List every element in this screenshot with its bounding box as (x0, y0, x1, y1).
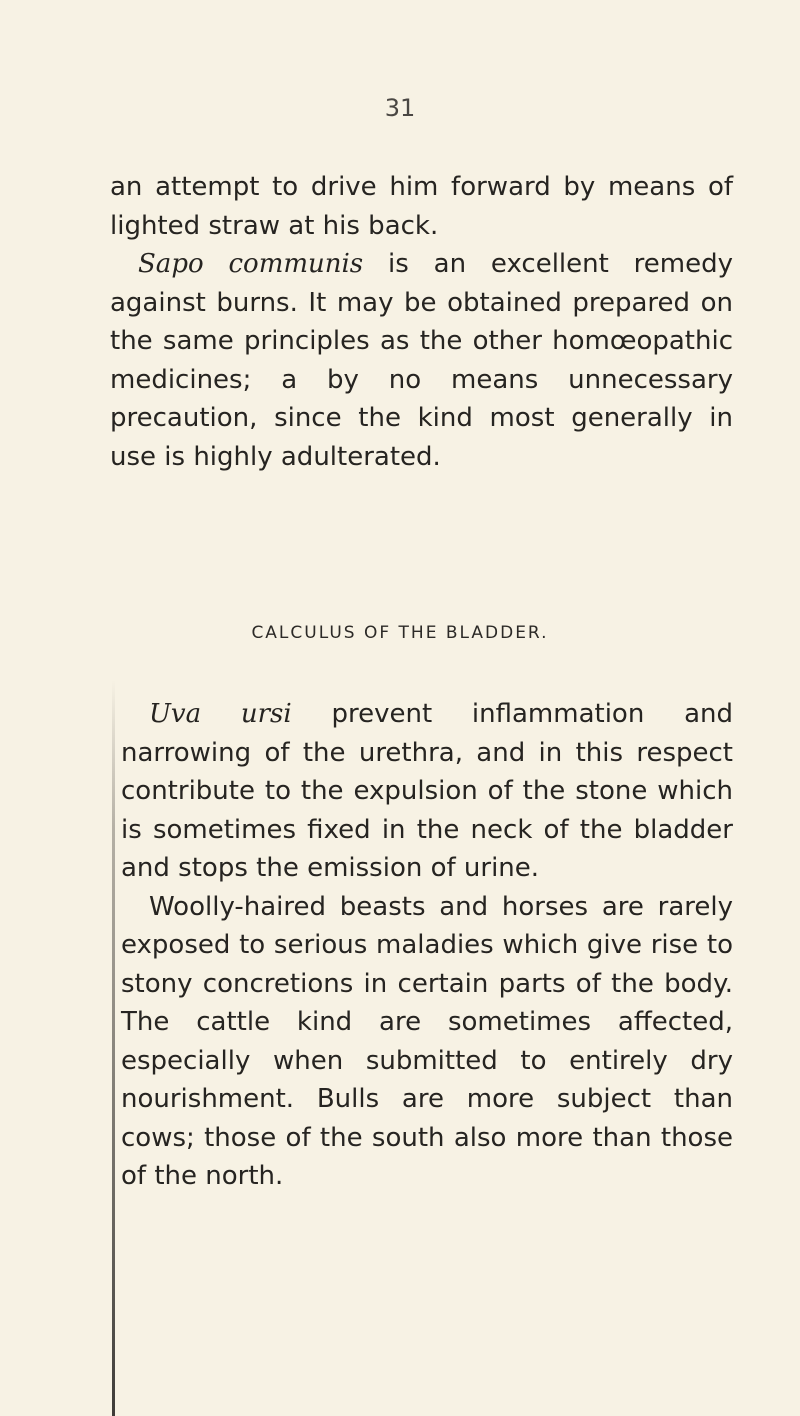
section-heading: CALCULUS OF THE BLADDER. (251, 623, 549, 643)
page-number: 31 (384, 94, 416, 122)
paragraph-uva-ursi (121, 695, 733, 888)
paragraph-text: is an excellent remedy against burns. It may be obtained prepared on the same principles as the other homœopathic medicines; a by no means unnecessary precaution, since the kind most generally in use is highly adulterated. (110, 249, 733, 472)
italic-term: Uva ursi (149, 699, 292, 729)
paragraph-sapo-communis (110, 245, 733, 476)
paragraph-straw (110, 168, 733, 245)
paragraph-text: prevent inflammation and narrowing of the urethra, and in this respect contribute to the expulsion of the stone which is sometimes fixed in the neck of the bladder and stops the emission of urine. (121, 699, 733, 883)
binding-edge-shadow (112, 680, 115, 1416)
paragraph-woolly-haired (121, 888, 733, 1196)
text-block-top (110, 168, 733, 476)
italic-term: Sapo communis (138, 249, 364, 279)
paragraph-text: Woolly-haired beasts and horses are rarely exposed to serious maladies which give rise to stony concretions in certain parts of the body. The cattle kind are sometimes affected, especially when submitted to entirely dry nourishment. Bulls are more subject than cows; those of the south also more than those of the north. (121, 891, 733, 1191)
paragraph-text: an attempt to drive him forward by means of lighted straw at his back. (110, 172, 733, 241)
text-block-bottom (121, 695, 733, 1196)
